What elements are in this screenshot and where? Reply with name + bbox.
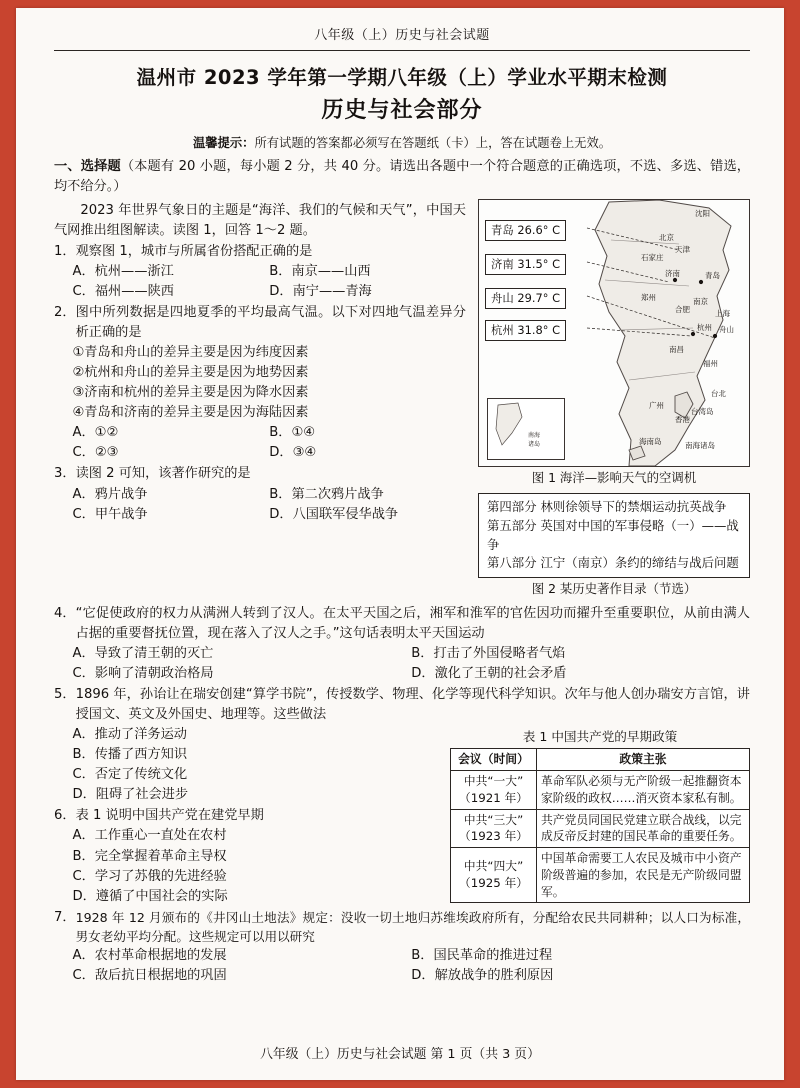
toc-line-2: 第五部分 英国对中国的军事侵略（一）——战争: [487, 518, 739, 552]
statement-4: ④青岛和济南的差异主要是因为海陆因素: [72, 405, 309, 421]
svg-text:北京: 北京: [659, 232, 674, 242]
table-1: [450, 727, 750, 903]
svg-text:海南岛: 海南岛: [639, 436, 662, 446]
question-7-number: 7．: [54, 909, 76, 925]
column-header-policy: 政策主张: [537, 749, 750, 771]
question-4-stem: “它促使政府的权力从满洲人转到了汉人。在太平天国之后，湘军和淮军的官佐因功而擢升至重要职位，从前由满人占据的重要督抚位置，现在落入了汉人之手。”这句话表明太平天国运动: [75, 605, 750, 641]
section-1-heading: [54, 157, 750, 197]
table-header-row: [451, 749, 750, 771]
option-a[interactable]: A．推动了洋务运动: [72, 727, 187, 743]
question-7-stem: 1928 年 12 月颁布的《井冈山土地法》规定：没收一切土地归苏维埃政府所有，分配给农民共同耕种；以人口为标准，男女老幼平均分配。这些规定可以用以研究: [75, 909, 750, 944]
table-1-caption: 表 1 中国共产党的早期政策: [522, 729, 678, 745]
meeting-name: 中共“一大”: [463, 774, 524, 789]
option-d[interactable]: D．八国联军侵华战争: [269, 506, 399, 522]
notice-label: 温馨提示：: [192, 135, 255, 150]
option-d[interactable]: D．遵循了中国社会的实际: [72, 888, 228, 904]
svg-text:石家庄: 石家庄: [641, 252, 664, 262]
option-d[interactable]: D．解放战争的胜利原因: [411, 968, 554, 984]
question-5-number: 5．: [54, 687, 76, 702]
cell-meeting: [451, 809, 537, 848]
option-b[interactable]: B．传播了西方知识: [72, 747, 188, 763]
question-3: [54, 464, 466, 484]
meeting-time: （1925 年）: [458, 876, 529, 891]
question-1-number: 1．: [54, 243, 76, 259]
table-row: [451, 771, 750, 810]
section-1-label: 一、选择题: [54, 158, 121, 174]
question-6-number: 6．: [54, 808, 76, 824]
option-d[interactable]: D．南宁——青海: [269, 283, 372, 299]
question-6-stem: 表 1 说明中国共产党在建党早期: [75, 808, 264, 824]
option-d[interactable]: D．激化了王朝的社会矛盾: [411, 665, 567, 681]
svg-text:郑州: 郑州: [641, 292, 656, 302]
figure-1-caption: 图 1 海洋—影响天气的空调机: [531, 469, 697, 485]
page-footer: 八年级（上）历史与社会试题 第 1 页（共 3 页）: [260, 1046, 540, 1062]
cell-policy: 中国革命需要工人农民及城市中小资产阶级普遍的参加，农民是无产阶级同盟军。: [537, 848, 750, 903]
notice: [54, 134, 750, 153]
map-inset: [487, 398, 565, 460]
question-3-options: [54, 485, 466, 525]
question-5-stem: 1896 年，孙诒让在瑞安创建“算学书院”，传授数学、物理、化学等现代科学知识。次年与他人创办瑞安方言馆，讲授国文、英文及外国史、地理等。这些做法: [75, 687, 750, 723]
option-d[interactable]: D．阻碍了社会进步: [72, 787, 189, 803]
question-2-stem: 图中所列数据是四地夏季的平均最高气温。以下对四地气温差异分析正确的是: [75, 304, 466, 340]
callout-hangzhou: 杭州 31.8° C: [485, 320, 566, 341]
column-header-meeting: 会议（时间）: [451, 749, 537, 771]
svg-text:上海: 上海: [715, 308, 730, 318]
option-a[interactable]: A．杭州——浙江: [72, 263, 174, 279]
page-title: 温州市 2023 学年第一学期八年级（上）学业水平期末检测: [136, 65, 668, 89]
meeting-name: 中共“四大”: [463, 859, 524, 874]
option-a[interactable]: A．农村革命根据地的发展: [72, 947, 227, 963]
option-c[interactable]: C．学习了苏俄的先进经验: [72, 868, 227, 884]
option-c[interactable]: C．否定了传统文化: [72, 767, 188, 783]
section-1-text: （本题有 20 小题，每小题 2 分，共 40 分。请选出各题中一个符合题意的正确选项，不选、多选、错选，均不给分。）: [54, 158, 750, 194]
question-1: [54, 242, 466, 262]
svg-text:南海诸岛: 南海诸岛: [685, 440, 715, 450]
page-subtitle: 历史与社会部分: [321, 98, 483, 124]
callout-zhoushan: 舟山 29.7° C: [485, 288, 566, 309]
option-c[interactable]: C．甲午战争: [72, 506, 148, 522]
notice-text: 所有试题的答案都必须写在答题纸（卡）上，答在试题卷上无效。: [254, 135, 612, 150]
option-b[interactable]: B．国民革命的推进过程: [411, 947, 553, 963]
option-a[interactable]: A．鸦片战争: [72, 486, 148, 502]
question-2: [54, 303, 466, 343]
svg-text:福州: 福州: [703, 358, 718, 368]
svg-text:青岛: 青岛: [705, 270, 720, 280]
option-c[interactable]: C．影响了清朝政治格局: [72, 665, 214, 681]
svg-text:台北: 台北: [711, 388, 726, 398]
meeting-time: （1921 年）: [458, 790, 529, 805]
question-3-number: 3．: [54, 466, 76, 482]
svg-text:天津: 天津: [675, 244, 690, 254]
table-1-grid: [450, 748, 750, 903]
cell-meeting: [451, 848, 537, 903]
option-a[interactable]: A．工作重心一直处在农村: [72, 828, 227, 844]
option-c[interactable]: C．福州——陕西: [72, 283, 174, 299]
inset-south-china-sea: [488, 399, 564, 459]
question-1-options: [54, 262, 466, 302]
meeting-time: （1923 年）: [458, 829, 529, 844]
toc-line-1: 第四部分 林则徐领导下的禁烟运动抗英战争: [487, 499, 727, 515]
svg-text:南海: 南海: [528, 431, 541, 439]
option-c[interactable]: C．敌后抗日根据地的巩固: [72, 968, 227, 984]
svg-text:合肥: 合肥: [675, 304, 690, 314]
question-7: [54, 908, 750, 946]
svg-text:济南: 济南: [665, 268, 680, 278]
statement-2: ②杭州和舟山的差异主要是因为地势因素: [72, 365, 309, 381]
svg-text:香港: 香港: [675, 414, 690, 424]
svg-text:南京: 南京: [693, 296, 708, 306]
svg-text:舟山: 舟山: [719, 324, 734, 334]
option-b[interactable]: B．第二次鸦片战争: [269, 486, 384, 502]
figure-2-content: [478, 493, 750, 577]
callout-qingdao: 青岛 26.6° C: [485, 220, 566, 241]
toc-line-3: 第八部分 江宁（南京）条约的缔结与战后问题: [487, 555, 739, 571]
svg-text:台湾岛: 台湾岛: [691, 406, 714, 416]
cell-meeting: [451, 771, 537, 810]
question-7-options: [54, 946, 750, 986]
table-row: [451, 809, 750, 848]
intro-text: 2023 年世界气象日的主题是“海洋、我们的气候和天气”，中国天气网推出组图解读。读图 1，回答 1～2 题。: [54, 202, 466, 238]
option-b[interactable]: B．①④: [269, 425, 316, 441]
option-d[interactable]: D．③④: [269, 445, 317, 461]
question-2-number: 2．: [54, 304, 76, 320]
table-row: [451, 848, 750, 903]
svg-text:南昌: 南昌: [669, 344, 684, 354]
statement-1: ①青岛和舟山的差异主要是因为纬度因素: [72, 345, 309, 361]
question-2-options: [54, 423, 466, 463]
question-4: [54, 604, 750, 644]
svg-text:沈阳: 沈阳: [695, 208, 710, 218]
running-head: 八年级（上）历史与社会试题: [54, 26, 750, 51]
figure-2-caption: 图 2 某历史著作目录（节选）: [531, 580, 697, 596]
question-6: [54, 806, 440, 826]
svg-text:杭州: 杭州: [697, 322, 712, 332]
option-b[interactable]: B．打击了外国侵略者气焰: [411, 645, 566, 661]
option-a[interactable]: A．导致了清王朝的灭亡: [72, 645, 214, 661]
option-b[interactable]: B．完全掌握着革命主导权: [72, 848, 227, 864]
option-c[interactable]: C．②③: [72, 445, 119, 461]
figure-1: [478, 199, 750, 599]
meeting-name: 中共“三大”: [463, 812, 524, 827]
question-4-options: [54, 644, 750, 684]
cell-policy: 革命军队必须与无产阶级一起推翻资本家阶级的政权……消灭资本家私有制。: [537, 771, 750, 810]
question-3-stem: 读图 2 可知，该著作研究的是: [75, 466, 251, 482]
exam-page: [16, 8, 784, 1080]
cell-policy: 共产党员同国民党建立联合战线，以完成反帝反封建的国民革命的重要任务。: [537, 809, 750, 848]
option-b[interactable]: B．南京——山西: [269, 263, 371, 279]
question-1-stem: 观察图 1，城市与所属省份搭配正确的是: [75, 243, 313, 259]
svg-text:广州: 广州: [649, 400, 664, 410]
option-a[interactable]: A．①②: [72, 425, 119, 441]
callout-jinan: 济南 31.5° C: [485, 254, 566, 275]
question-5: [54, 685, 750, 725]
statement-3: ③济南和杭州的差异主要是因为降水因素: [72, 385, 309, 401]
svg-text:诸岛: 诸岛: [528, 440, 541, 448]
figure-1-map: [478, 199, 750, 467]
question-4-number: 4．: [54, 605, 76, 621]
